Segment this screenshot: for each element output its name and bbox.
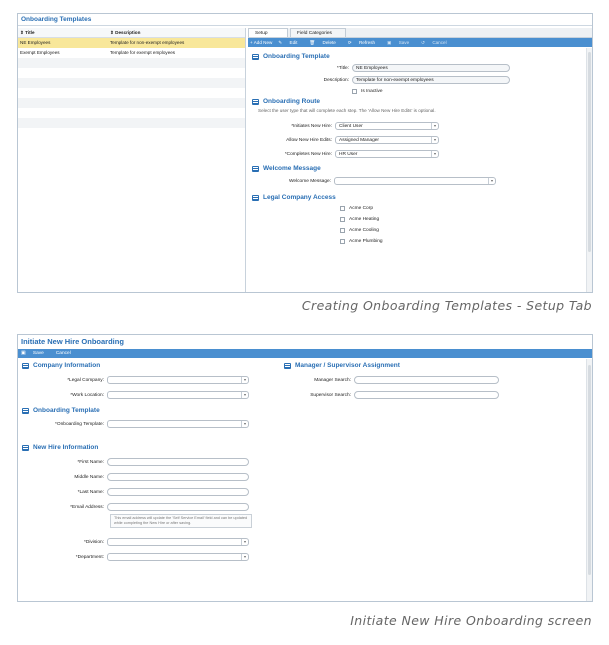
setup-form <box>248 50 584 244</box>
initiate-new-hire-panel <box>17 334 593 602</box>
section-company-information: Company Information <box>22 362 268 369</box>
route-hint: Select the user type that will complete each step. The 'Allow New Hire Edits' is optional. <box>258 108 436 113</box>
cancel-button[interactable]: Cancel <box>55 351 71 356</box>
sort-icon: ⇕ <box>20 30 26 35</box>
onboarding-template-label: *Onboarding Template: <box>55 421 104 427</box>
trash-icon: 🗑 <box>309 39 316 45</box>
legal-company-select[interactable] <box>107 376 249 384</box>
setup-pane <box>248 28 592 292</box>
left-column <box>18 362 268 561</box>
scrollbar-thumb[interactable] <box>588 52 591 252</box>
empty-row <box>18 78 245 88</box>
section-icon <box>22 408 29 414</box>
save-icon: ▣ <box>387 39 392 45</box>
description-row <box>248 76 584 84</box>
tab-field-categories[interactable]: Field Categories <box>290 28 346 37</box>
department-label: *Department: <box>75 554 104 560</box>
company-checkbox[interactable] <box>340 228 345 233</box>
chevron-down-icon: ▾ <box>488 178 495 184</box>
refresh-icon: ⟳ <box>347 39 352 45</box>
legal-company-row <box>18 376 268 384</box>
department-row <box>18 553 268 561</box>
empty-row <box>18 68 245 78</box>
inactive-checkbox[interactable] <box>352 89 357 94</box>
section-manager-assignment: Manager / Supervisor Assignment <box>284 362 580 369</box>
description-input[interactable]: Template for non-exempt employees <box>352 76 510 84</box>
templates-grid <box>18 28 246 292</box>
work-location-label: *Work Location: <box>70 392 104 398</box>
welcome-select[interactable] <box>334 177 496 185</box>
completes-row <box>248 150 584 158</box>
empty-row <box>18 118 245 128</box>
grid-header <box>18 28 245 38</box>
manager-search-input[interactable] <box>354 376 499 384</box>
work-location-row <box>18 391 268 399</box>
panel-title: Onboarding Templates <box>18 14 592 26</box>
supervisor-search-label: Supervisor Search: <box>310 392 351 398</box>
first-name-row <box>18 458 268 466</box>
caption-initiate-new-hire: Initiate New Hire Onboarding screen <box>350 613 592 628</box>
tab-setup[interactable]: Setup <box>248 28 288 37</box>
middle-name-label: Middle Name: <box>74 474 104 480</box>
company-checkbox[interactable] <box>340 206 345 211</box>
add-new-button[interactable]: + Add New <box>250 40 273 45</box>
section-legal-company-access: Legal Company Access <box>252 194 584 201</box>
section-new-hire-information: New Hire Information <box>22 444 268 451</box>
section-onboarding-template: Onboarding Template <box>252 53 584 60</box>
company-option: Acme Plumbing <box>248 239 584 244</box>
row-description: Template for non-exempt employees <box>110 40 185 45</box>
email-note: This email address will update the 'Self Service Email' field and can be updated while completing the New Hire or after saving. <box>110 514 252 528</box>
save-button[interactable]: ▣ Save <box>21 351 44 356</box>
last-name-row <box>18 488 268 496</box>
pencil-icon: ✎ <box>278 39 283 45</box>
vertical-scrollbar[interactable] <box>586 48 592 292</box>
title-input[interactable]: NE Employees <box>352 64 510 72</box>
chevron-down-icon: ▾ <box>431 137 438 143</box>
inactive-label: Is Inactive <box>361 89 383 94</box>
legal-company-label: *Legal Company: <box>67 377 104 383</box>
initiates-label: *Initiates New Hire: <box>291 123 332 129</box>
section-icon <box>252 166 259 172</box>
completes-select[interactable]: HR User ▾ <box>335 150 439 158</box>
division-label: *Division: <box>84 539 104 545</box>
scrollbar-thumb[interactable] <box>588 365 591 575</box>
edit-button[interactable]: ✎ Edit <box>278 39 298 45</box>
section-icon <box>252 54 259 60</box>
allow-edits-label: Allow New Hire Edits: <box>286 137 332 143</box>
supervisor-search-row <box>280 391 580 399</box>
work-location-select[interactable] <box>107 391 249 399</box>
panel-title: Initiate New Hire Onboarding <box>21 337 124 346</box>
company-option: Acme Cooling <box>248 228 584 233</box>
welcome-label: Welcome Message: <box>288 178 331 184</box>
allow-edits-select[interactable]: Assigned Manager ▾ <box>335 136 439 144</box>
empty-row <box>18 58 245 68</box>
email-label: *Email Address: <box>70 504 104 510</box>
division-row <box>18 538 268 546</box>
right-column <box>280 362 580 399</box>
chevron-down-icon: ▾ <box>241 392 248 398</box>
company-checkbox[interactable] <box>340 239 345 244</box>
first-name-label: *First Name: <box>77 459 104 465</box>
onboarding-templates-panel <box>17 13 593 293</box>
department-select[interactable] <box>107 553 249 561</box>
chevron-down-icon: ▾ <box>431 123 438 129</box>
row-title: Exempt Employees <box>20 50 60 55</box>
manager-search-label: Manager Search: <box>314 377 351 383</box>
middle-name-row <box>18 473 268 481</box>
chevron-down-icon: ▾ <box>431 151 438 157</box>
onboarding-template-row <box>18 420 268 428</box>
section-icon <box>252 99 259 105</box>
section-icon <box>284 363 291 369</box>
initiates-row <box>248 122 584 130</box>
undo-icon: ↺ <box>421 39 426 45</box>
initiates-select[interactable]: Client User ▾ <box>335 122 439 130</box>
company-option: Acme Heating <box>248 217 584 222</box>
section-icon <box>252 195 259 201</box>
allow-edits-row <box>248 136 584 144</box>
col-description-header[interactable]: ⇕ Description <box>110 30 141 35</box>
title-row <box>248 64 584 72</box>
section-onboarding-template: Onboarding Template <box>22 407 268 414</box>
title-label: *Title: <box>336 65 349 71</box>
chevron-down-icon: ▾ <box>241 421 248 427</box>
toolbar <box>248 38 592 47</box>
col-title-header[interactable]: ⇕ Title <box>20 30 35 35</box>
last-name-label: *Last Name: <box>77 489 104 495</box>
email-input[interactable] <box>107 503 249 511</box>
onboarding-template-select[interactable] <box>107 420 249 428</box>
supervisor-search-input[interactable] <box>354 391 499 399</box>
chevron-down-icon: ▾ <box>241 377 248 383</box>
row-title: NE Employees <box>20 40 51 45</box>
welcome-row <box>248 177 584 185</box>
save-button[interactable]: ▣ Save <box>387 39 410 45</box>
table-row[interactable] <box>18 48 245 58</box>
empty-row <box>18 88 245 98</box>
chevron-down-icon: ▾ <box>241 539 248 545</box>
table-row[interactable] <box>18 38 245 48</box>
middle-name-input[interactable] <box>107 473 249 481</box>
company-checkbox[interactable] <box>340 217 345 222</box>
toolbar <box>18 349 592 358</box>
delete-button[interactable]: 🗑 Delete <box>309 39 336 45</box>
caption-setup-tab: Creating Onboarding Templates - Setup Tab <box>301 298 592 313</box>
empty-row <box>18 108 245 118</box>
sort-icon: ⇕ <box>110 30 116 35</box>
last-name-input[interactable] <box>107 488 249 496</box>
chevron-down-icon: ▾ <box>241 554 248 560</box>
section-onboarding-route: Onboarding Route <box>252 98 584 105</box>
first-name-input[interactable] <box>107 458 249 466</box>
section-icon <box>22 363 29 369</box>
company-option: Acme Corp <box>248 206 584 211</box>
save-icon: ▣ <box>21 351 26 356</box>
vertical-scrollbar[interactable] <box>586 359 592 601</box>
section-welcome-message: Welcome Message <box>252 165 584 172</box>
description-label: Description: <box>323 77 349 83</box>
inactive-row <box>248 89 584 94</box>
row-description: Template for exempt employees <box>110 50 176 55</box>
section-icon <box>22 445 29 451</box>
cancel-button[interactable]: ↺ Cancel <box>421 39 447 45</box>
completes-label: *Completes New Hire: <box>284 151 332 157</box>
empty-row <box>18 98 245 108</box>
tab-bar <box>248 28 592 38</box>
email-row <box>18 503 268 511</box>
division-select[interactable] <box>107 538 249 546</box>
refresh-button[interactable]: ⟳ Refresh <box>347 39 376 45</box>
manager-search-row <box>280 376 580 384</box>
